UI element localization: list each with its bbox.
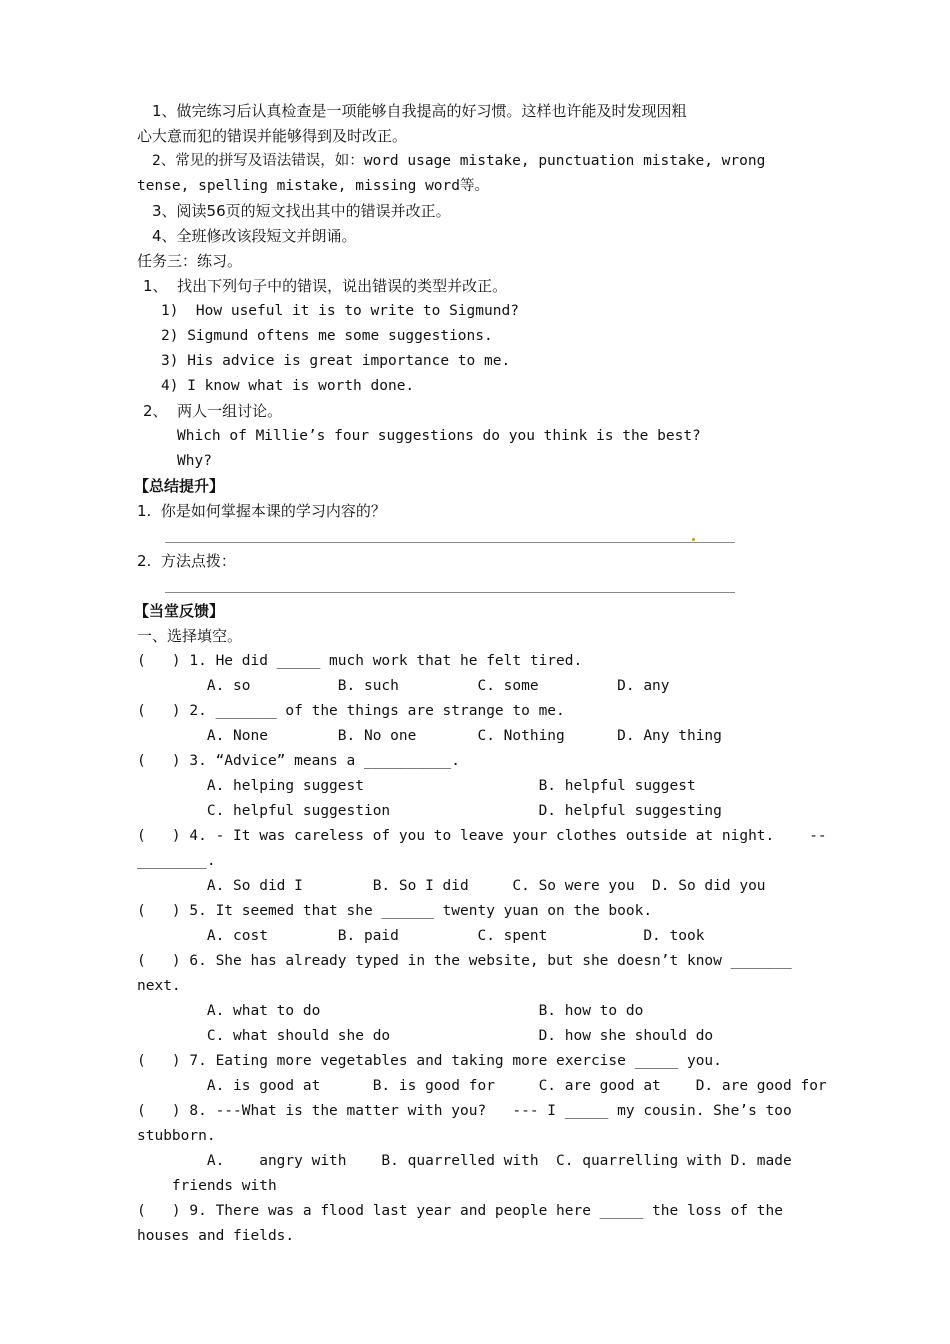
question-2: ( ) 2. _______ of the things are strange to me. xyxy=(137,703,565,719)
question-1-options: A. so B. such C. some D. any xyxy=(137,678,670,694)
intro-line-2: 心大意而犯的错误并能够得到及时改正。 xyxy=(137,127,408,145)
answer-line-1 xyxy=(165,542,735,543)
intro-line-3: 2、常见的拼写及语法错误，如：word usage mistake, punctuation mistake, wrong xyxy=(152,153,766,169)
intro-line-4: tense, spelling mistake, missing word等。 xyxy=(137,178,490,194)
summary-item-1: 1. 你是如何掌握本课的学习内容的？ xyxy=(137,502,386,520)
task3-title: 任务三：练习。 xyxy=(137,252,243,270)
question-6-options-ab: A. what to do B. how to do xyxy=(137,1003,644,1019)
task3-q1: 1、 找出下列句子中的错误，说出错误的类型并改正。 xyxy=(143,277,508,295)
feedback-section: 一、选择填空。 xyxy=(137,627,243,645)
question-6-options-cd: C. what should she do D. how she should do xyxy=(137,1028,714,1044)
intro-line-1: 1、做完练习后认真检查是一项能够自我提高的好习惯。这样也许能及时发现因粗 xyxy=(152,102,687,120)
question-7-options: A. is good at B. is good for C. are good at D. are good for xyxy=(137,1078,827,1094)
intro-line-6: 4、全班修改该段短文并朗诵。 xyxy=(152,227,357,245)
question-6-cont: next. xyxy=(137,978,181,994)
question-4-options: A. So did I B. So I did C. So were you D. So did you xyxy=(137,878,766,894)
question-6: ( ) 6. She has already typed in the website, but she doesn’t know _______ xyxy=(137,953,792,969)
question-4: ( ) 4. - It was careless of you to leave your clothes outside at night. -- xyxy=(137,828,827,844)
task3-sentence-1: 1) How useful it is to write to Sigmund? xyxy=(161,303,519,319)
question-4-cont: ________. xyxy=(137,853,216,869)
task3-sentence-3: 3) His advice is great importance to me. xyxy=(161,353,511,369)
task3-q2-text-2: Why? xyxy=(177,453,212,469)
question-5: ( ) 5. It seemed that she ______ twenty yuan on the book. xyxy=(137,903,653,919)
question-3-options-ab: A. helping suggest B. helpful suggest xyxy=(137,778,696,794)
question-1: ( ) 1. He did _____ much work that he felt tired. xyxy=(137,653,583,669)
question-3-options-cd: C. helpful suggestion D. helpful suggesting xyxy=(137,803,722,819)
summary-item-2: 2. 方法点拨： xyxy=(137,552,236,570)
question-2-options: A. None B. No one C. Nothing D. Any thing xyxy=(137,728,722,744)
intro-line-5: 3、阅读56页的短文找出其中的错误并改正。 xyxy=(152,202,451,220)
task3-sentence-2: 2) Sigmund oftens me some suggestions. xyxy=(161,328,493,344)
task3-sentence-4: 4) I know what is worth done. xyxy=(161,378,415,394)
question-8: ( ) 8. ---What is the matter with you? --- I _____ my cousin. She’s too xyxy=(137,1103,792,1119)
task3-q2-text-1: Which of Millie’s four suggestions do you think is the best? xyxy=(177,428,701,444)
question-8-options-cont: friends with xyxy=(137,1178,277,1194)
question-8-cont: stubborn. xyxy=(137,1128,216,1144)
question-5-options: A. cost B. paid C. spent D. took xyxy=(137,928,705,944)
question-9-cont: houses and fields. xyxy=(137,1228,295,1244)
answer-line-2 xyxy=(165,592,735,593)
task3-q2: 2、 两人一组讨论。 xyxy=(143,402,283,420)
question-7: ( ) 7. Eating more vegetables and taking more exercise _____ you. xyxy=(137,1053,722,1069)
summary-heading: 【总结提升】 xyxy=(134,477,225,495)
question-8-options: A. angry with B. quarrelled with C. quarrelling with D. made xyxy=(137,1153,792,1169)
mark-dot xyxy=(692,538,695,541)
question-9: ( ) 9. There was a flood last year and people here _____ the loss of the xyxy=(137,1203,784,1219)
feedback-heading: 【当堂反馈】 xyxy=(134,602,225,620)
question-3: ( ) 3. “Advice” means a __________. xyxy=(137,753,461,769)
